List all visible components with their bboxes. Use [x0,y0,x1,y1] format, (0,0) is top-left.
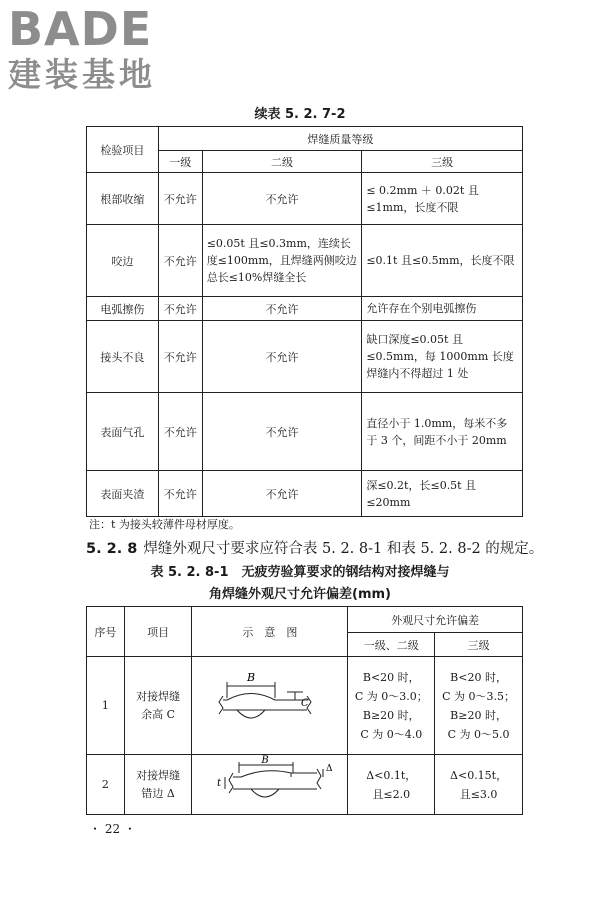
clause-5-2-8 [86,537,543,558]
row-item-line2: 余高 C [141,707,176,721]
value-line: B<20 时， [362,670,420,684]
row-grade-1: 不允许 [158,173,202,225]
row-no: 2 [87,755,125,815]
table-row [87,321,523,393]
table-row [87,173,523,225]
row-grade-2: ≤0.05t 且≤0.3mm，连续长度≤100mm，且焊缝两侧咬边总长≤10%焊缝全长 [202,225,362,297]
logo-wordmark: BADE [8,2,153,56]
header-grade-3: 三级 [362,151,523,173]
row-grade-1: 不允许 [158,393,202,471]
value-line: C 为 0～3.0； [354,689,428,703]
row-item [124,755,192,815]
publisher-logo [8,4,183,94]
row-item [124,657,192,755]
row-grade-3: 直径小于 1.0mm，每米不多于 3 个，间距不小于 20mm [362,393,523,471]
row-item: 根部收缩 [87,173,159,225]
value-line: Δ<0.15t， [450,768,508,782]
value-line: C 为 0～4.0 [360,727,423,741]
table-row [87,393,523,471]
weld-cap-profile [223,694,307,701]
row-grade-3: 允许存在个别电弧擦伤 [362,297,523,321]
table-row [87,297,523,321]
value-line: B≥20 时， [362,708,420,722]
header-item: 项目 [124,607,192,657]
row-item: 表面夹渣 [87,471,159,517]
row-grade-3 [435,755,523,815]
break-line-left [229,773,233,793]
weld-dimension-table [86,606,523,815]
label-delta: Δ [325,764,333,774]
row-grade-1: 不允许 [158,321,202,393]
header-grade-2: 二级 [202,151,362,173]
row-grade-1: 不允许 [158,297,202,321]
value-line: C 为 0～5.0 [447,727,510,741]
break-line-left [219,696,223,714]
row-grade-3: 深≤0.2t，长≤0.5t 且≤20mm [362,471,523,517]
row-no: 1 [87,657,125,755]
reinforcement-height-diagram [195,664,345,744]
row-grade-3 [435,657,523,755]
edge-misalignment-diagram [195,755,345,811]
table2-caption-line1: 表 5. 2. 8-1 无疲劳验算要求的钢结构对接焊缝与 [150,565,450,580]
header-no: 序号 [87,607,125,657]
row-grade-2: 不允许 [202,297,362,321]
header-sketch: 示 意 图 [192,607,348,657]
weld-quality-table [86,126,523,517]
row-grade-1-2 [348,755,435,815]
row-item: 咬边 [87,225,159,297]
row-item: 表面气孔 [87,393,159,471]
break-line-right [317,769,321,789]
label-t: t [216,778,221,789]
row-item-line2: 错边 Δ [141,786,175,800]
table-row [87,755,523,815]
weld-cap-profile [233,771,317,777]
row-item-line1: 对接焊缝 [136,768,181,782]
page-number: ・ 22 ・ [89,822,136,836]
row-grade-3: ≤0.1t 且≤0.5mm，长度不限 [362,225,523,297]
value-line: C 为 0～3.5； [442,689,516,703]
row-grade-1: 不允许 [158,471,202,517]
label-b: B [261,755,269,766]
table1-caption: 续表 5. 2. 7-2 [254,107,346,122]
row-grade-1-2 [348,657,435,755]
row-grade-2: 不允许 [202,321,362,393]
row-grade-2: 不允许 [202,393,362,471]
value-line: 且≤3.0 [459,787,498,801]
table-note: 注：t 为接头较薄件母材厚度。 [89,518,240,531]
row-grade-3: 缺口深度≤0.05t 且≤0.5mm，每 1000mm 长度焊缝内不得超过 1 处 [362,321,523,393]
row-grade-3: ≤ 0.2mm ＋ 0.02t 且≤1mm，长度不限 [362,173,523,225]
row-sketch [192,657,348,755]
table2-caption-line2: 角焊缝外观尺寸允许偏差(mm) [209,587,391,602]
header-tolerance: 外观尺寸允许偏差 [348,607,523,633]
row-grade-2: 不允许 [202,471,362,517]
label-b: B [246,671,255,684]
header-grade-3: 三级 [435,633,523,657]
table-row [87,225,523,297]
table-row [87,471,523,517]
value-line: 且≤2.0 [372,787,411,801]
row-item: 接头不良 [87,321,159,393]
value-line: B≥20 时， [450,708,507,722]
weld-root [237,710,265,718]
clause-text: 焊缝外观尺寸要求应符合表 5. 2. 8-1 和表 5. 2. 8-2 的规定。 [143,541,544,557]
weld-root [251,789,279,797]
header-grade-1: 一级 [158,151,202,173]
row-grade-2: 不允许 [202,173,362,225]
table-row [87,657,523,755]
header-item: 检验项目 [87,127,159,173]
clause-number: 5. 2. 8 [86,541,138,557]
row-sketch [192,755,348,815]
row-item: 电弧擦伤 [87,297,159,321]
value-line: Δ<0.1t， [366,768,417,782]
logo-subtitle: 建装基地 [8,55,156,94]
header-grade-1-2: 一级、二级 [348,633,435,657]
label-c: C [300,698,309,709]
row-item-line1: 对接焊缝 [136,689,181,703]
value-line: B<20 时， [450,670,507,684]
row-grade-1: 不允许 [158,225,202,297]
header-quality-level: 焊缝质量等级 [158,127,522,151]
